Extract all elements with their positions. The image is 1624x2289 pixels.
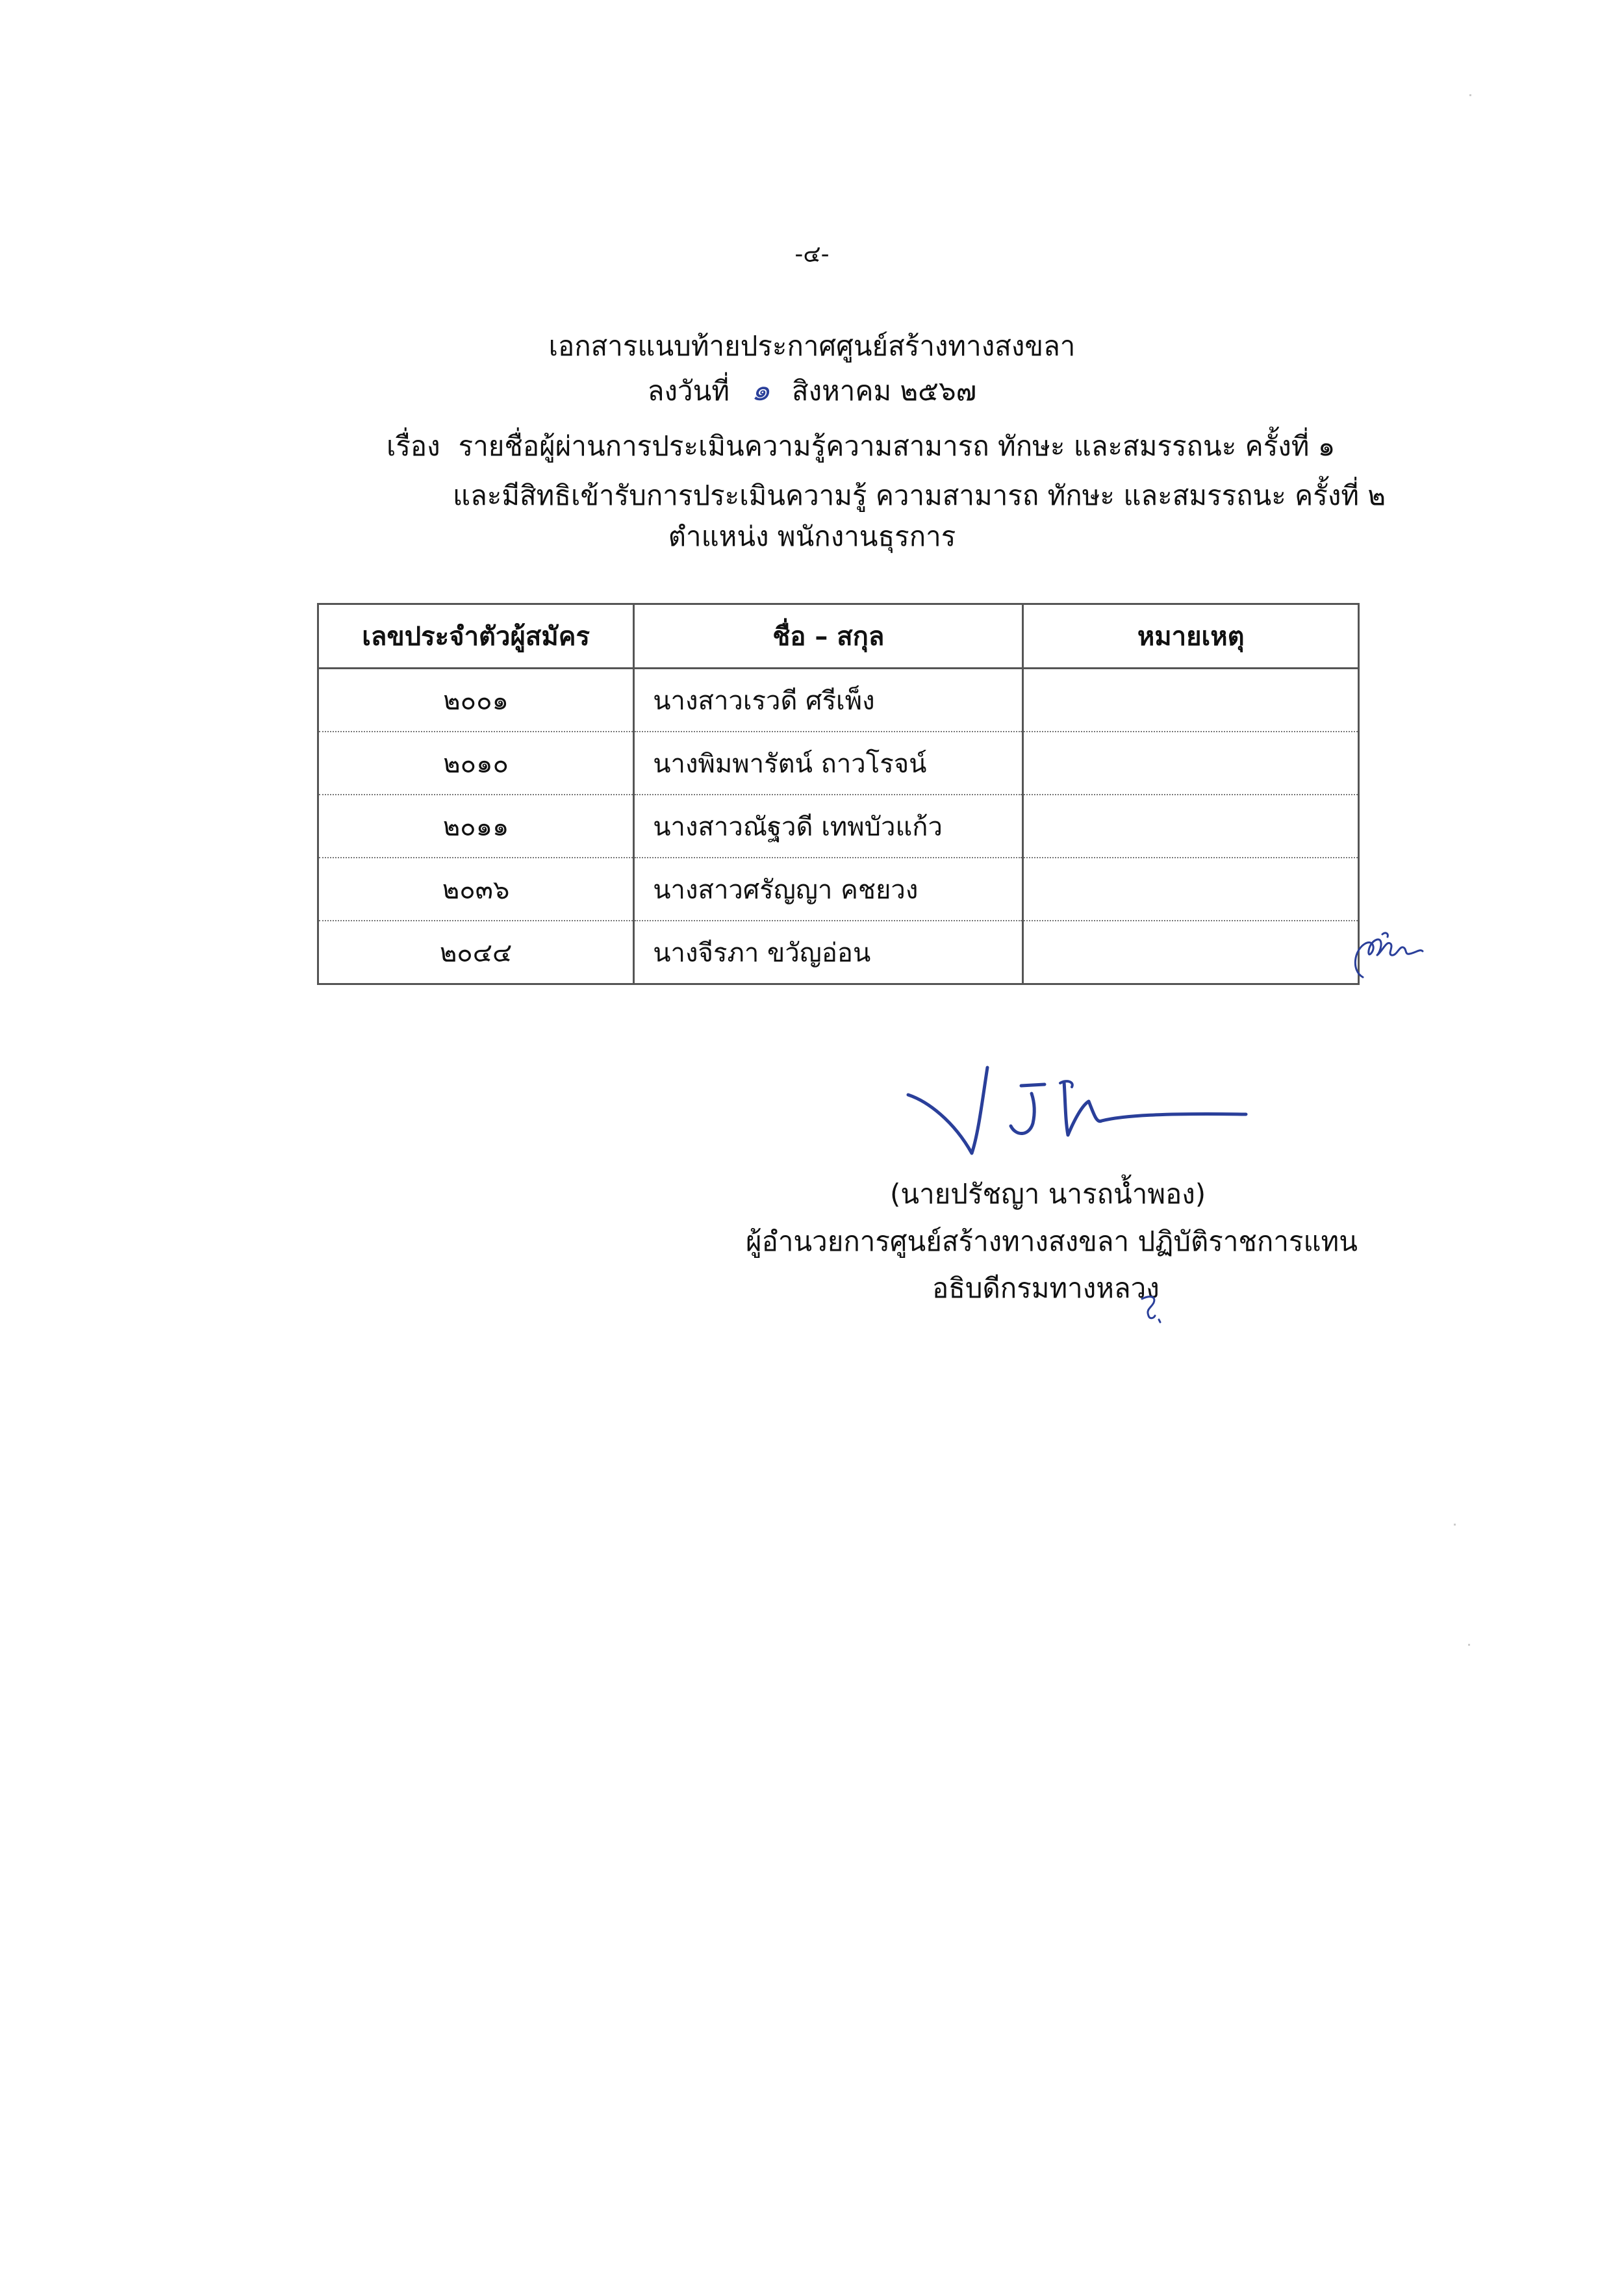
table-row — [318, 669, 1359, 732]
applicant-id: ๒๐๑๐ — [318, 732, 634, 795]
applicant-id: ๒๐๑๑ — [318, 795, 634, 858]
scan-speck — [1468, 1644, 1470, 1646]
document-date — [0, 372, 1624, 407]
subject-line-2: และมีสิทธิเข้ารับการประเมินความรู้ ความสามารถ ทักษะ และสมรรถนะ ครั้งที่ ๒ — [453, 480, 1386, 511]
table-row — [318, 732, 1359, 795]
applicant-name: นางสาวณัฐวดี เทพบัวแก้ว — [634, 795, 1023, 858]
applicant-note — [1023, 795, 1359, 858]
applicant-id: ๒๐๐๑ — [318, 669, 634, 732]
signer-name: (นายปรัชญา นารถน้ำพอง) — [890, 1178, 1206, 1210]
signer-title: ผู้อำนวยการศูนย์สร้างทางสงขลา ปฏิบัติราชการแทน — [746, 1225, 1358, 1257]
applicant-note — [1023, 732, 1359, 795]
small-initial-mark — [1137, 1290, 1176, 1329]
subject-label: เรื่อง — [387, 430, 440, 462]
scan-speck — [1469, 94, 1471, 96]
subject-line-1 — [387, 425, 1335, 468]
subject-text-1: รายชื่อผู้ผ่านการประเมินความรู้ความสามารถ ทักษะ และสมรรถนะ ครั้งที่ ๑ — [458, 430, 1336, 462]
date-day-handwritten: ๑ — [751, 372, 770, 407]
applicant-id: ๒๐๔๔ — [318, 921, 634, 984]
date-month-year: สิงหาคม ๒๕๖๗ — [791, 375, 977, 407]
document-heading: เอกสารแนบท้ายประกาศศูนย์สร้างทางสงขลา — [548, 330, 1076, 362]
table-row — [318, 858, 1359, 921]
scan-speck — [1454, 1524, 1456, 1526]
applicant-note — [1023, 669, 1359, 732]
table-row — [318, 795, 1359, 858]
handwritten-initials — [1349, 915, 1433, 993]
signature-mark — [902, 1056, 1252, 1166]
applicant-name: นางสาวเรวดี ศรีเพ็ง — [634, 669, 1023, 732]
header-full-name: ชื่อ – สกุล — [634, 604, 1023, 669]
position-title: ตำแหน่ง พนักงานธุรการ — [668, 520, 956, 552]
header-remarks: หมายเหตุ — [1023, 604, 1359, 669]
applicant-id: ๒๐๓๖ — [318, 858, 634, 921]
applicant-name: นางพิมพารัตน์ ถาวโรจน์ — [634, 732, 1023, 795]
table-header-row — [318, 604, 1359, 669]
page-number: -๔- — [794, 241, 830, 268]
signer-authority: อธิบดีกรมทางหลวง — [932, 1272, 1160, 1304]
applicant-note — [1023, 921, 1359, 984]
applicant-name: นางสาวศรัญญา คชยวง — [634, 858, 1023, 921]
table-row — [318, 921, 1359, 984]
date-prefix: ลงวันที่ — [647, 375, 730, 407]
applicant-note — [1023, 858, 1359, 921]
header-applicant-id: เลขประจำตัวผู้สมัคร — [318, 604, 634, 669]
candidate-table — [317, 603, 1360, 985]
applicant-name: นางจีรภา ขวัญอ่อน — [634, 921, 1023, 984]
